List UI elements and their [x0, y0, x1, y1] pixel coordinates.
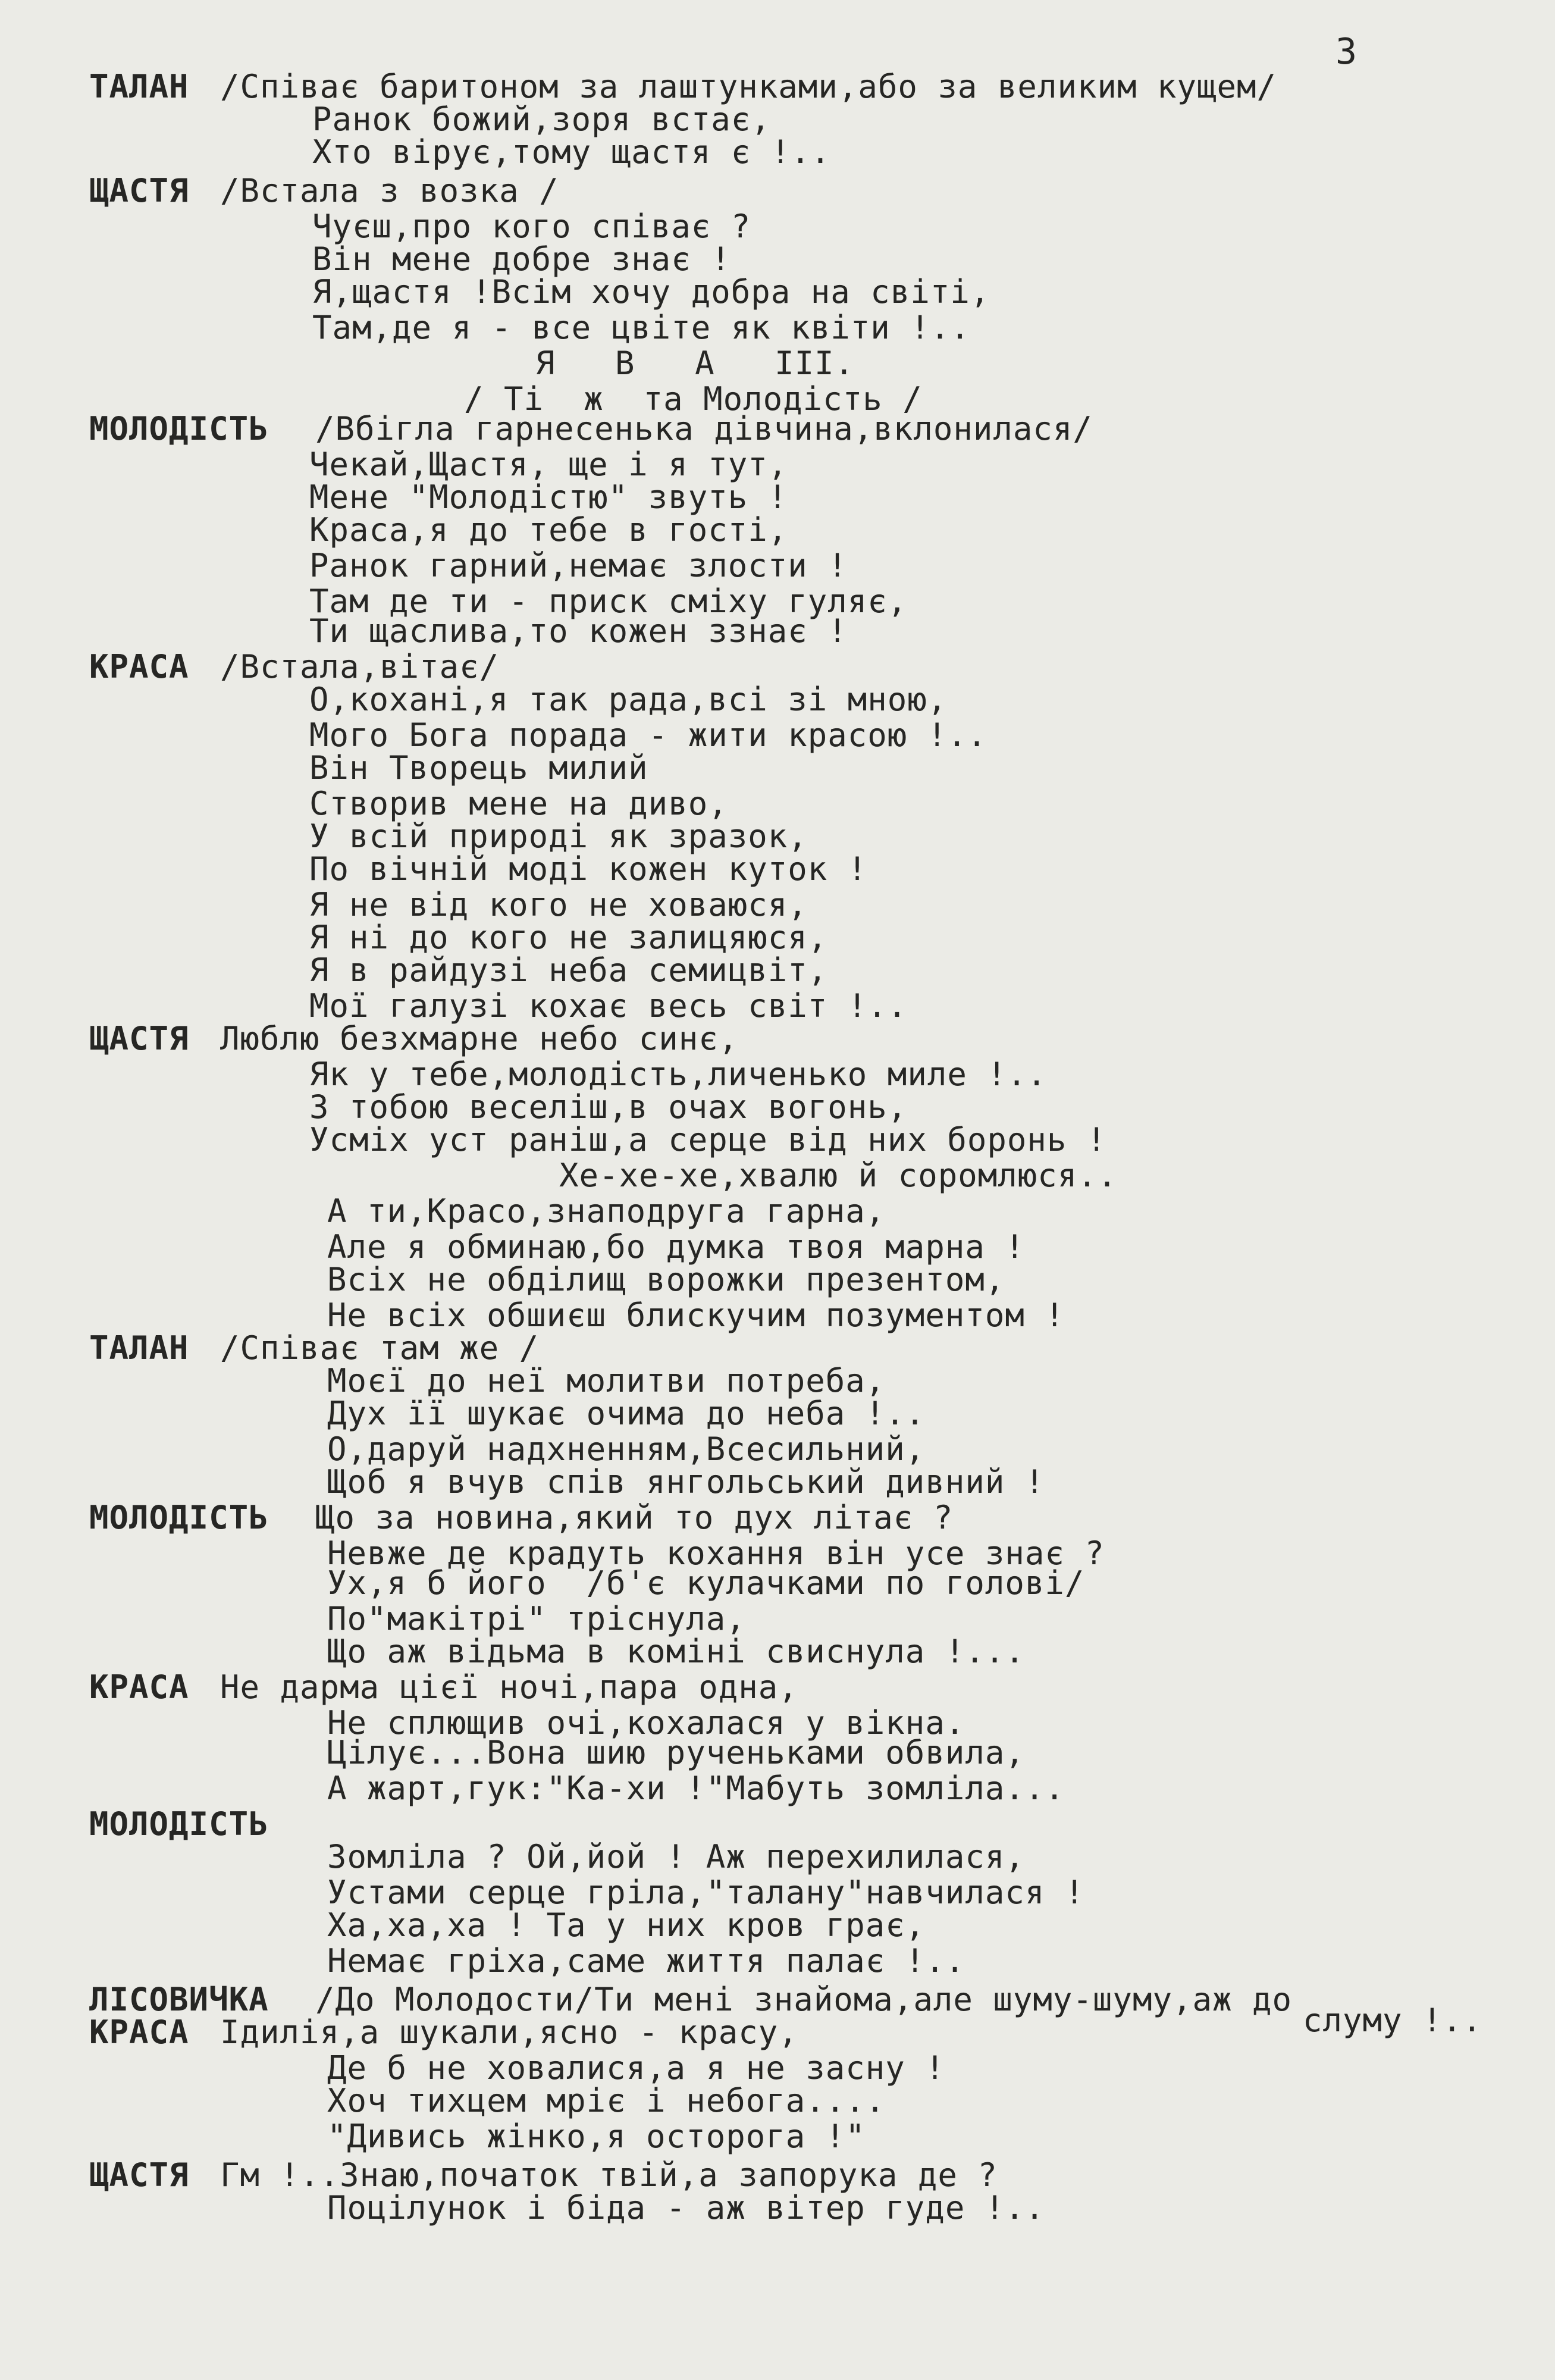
line-text: Мого Бога порада - жити красою !.. [309, 716, 987, 754]
speaker-name: ТАЛАН [89, 1329, 189, 1367]
line-text: Хе-хе-хе,хвалю й соромлюся.. [559, 1157, 1118, 1194]
line-text: Я в райдузі неба семицвіт, [309, 951, 828, 989]
line-text: /До Молодости/Ти мені знайома,але шуму-шуму,аж до [315, 1981, 1293, 2018]
speaker-name: МОЛОДІСТЬ [89, 1499, 269, 1536]
line-text: Я не від кого не ховаюся, [309, 886, 808, 923]
line-text: По"макітрі" тріснула, [327, 1600, 746, 1637]
line-text: /Встала,вітає/ [220, 648, 500, 685]
speaker-name: КРАСА [89, 1668, 189, 1706]
line-text: О,даруй надхненням,Всесильний, [327, 1430, 926, 1468]
line-text: Там де ти - приск сміху гуляє, [309, 583, 908, 620]
line-text: Дух її шукає очима до неба !.. [327, 1395, 926, 1432]
speaker-name: МОЛОДІСТЬ [89, 410, 269, 447]
line-text: /Співає баритоном за лаштунками,або за великим кущем/ [220, 68, 1277, 105]
line-text: Немає гріха,саме життя палає !.. [327, 1942, 965, 1980]
line-text: Створив мене на диво, [309, 785, 728, 822]
line-text: Ти щаслива,то кожен ззнає ! [309, 612, 848, 650]
line-text: Що аж відьма в коміні свиснула !... [327, 1633, 1025, 1670]
speaker-name: ЩАСТЯ [89, 2156, 189, 2194]
line-text: Хоч тихцем мріє і небога.... [327, 2082, 886, 2119]
line-text: О,кохані,я так рада,всі зі мною, [309, 681, 948, 718]
line-text: /Вбігла гарнесенька дівчина,вклонилася/ [315, 410, 1093, 447]
line-text: По вічній моді кожен куток ! [309, 850, 868, 888]
speaker-name: ЛІСОВИЧКА [89, 1981, 269, 2018]
line-text: Там,де я - все цвіте як квіти !.. [312, 309, 970, 346]
line-text: Я,щастя !Всім хочу добра на світі, [312, 273, 990, 311]
line-text: Цілує...Вона шию рученьками обвила, [327, 1734, 1025, 1771]
speaker-name: МОЛОДІСТЬ [89, 1805, 269, 1843]
line-text: Ха,ха,ха ! Та у них кров грає, [327, 1906, 926, 1944]
line-text: Мої галузі кохає весь світ !.. [309, 987, 908, 1025]
line-text: А ти,Красо,знаподруга гарна, [327, 1192, 886, 1230]
line-text: Усміх уст раніш,а серце від них боронь ! [309, 1121, 1107, 1158]
line-text: / Ті ж та Молодість / [464, 380, 923, 418]
line-text: Не дарма цієї ночі,пара одна, [220, 1668, 798, 1706]
line-text: Гм !..Знаю,початок твій,а запорука де ? [220, 2156, 998, 2194]
line-text: Що за новина,який то дух літає ? [315, 1499, 954, 1536]
line-text: Ранок гарний,немає злости ! [309, 547, 848, 584]
page-number: 3 [1335, 31, 1358, 73]
line-text: Ранок божий,зоря встає, [312, 101, 771, 138]
line-text: Ух,я б його /б'є кулачками по голові/ [327, 1564, 1085, 1602]
line-text: слуму !.. [1303, 2002, 1482, 2039]
speaker-name: ЩАСТЯ [89, 172, 189, 209]
speaker-name: ТАЛАН [89, 68, 189, 105]
line-text: Він Творець милий [309, 749, 648, 787]
line-text: /Встала з возка / [220, 172, 559, 209]
line-text: Хто вірує,тому щастя є !.. [312, 133, 831, 171]
line-text: Я В А III. [535, 345, 855, 382]
line-text: Ідилія,а шукали,ясно - красу, [220, 2013, 798, 2051]
line-text: У всій природі як зразок, [309, 818, 808, 855]
line-text: Він мене добре знає ! [312, 240, 731, 278]
line-text: З тобою веселіш,в очах вогонь, [309, 1088, 908, 1126]
line-text: Але я обминаю,бо думка твоя марна ! [327, 1228, 1025, 1266]
line-text: Поцілунок і біда - аж вітер гуде !.. [327, 2189, 1045, 2226]
line-text: Де б не ховалися,а я не засну ! [327, 2049, 945, 2087]
line-text: Устами серце гріла,"талану"навчилася ! [327, 1874, 1085, 1911]
line-text: Чуєш,про кого співає ? [312, 208, 751, 245]
line-text: Як у тебе,молодість,личенько миле !.. [309, 1056, 1047, 1093]
speaker-name: КРАСА [89, 648, 189, 685]
line-text: Чекай,Щастя, ще і я тут, [309, 446, 788, 483]
line-text: Зомліла ? Ой,йой ! Аж перехилилася, [327, 1838, 1025, 1875]
line-text: /Співає там же / [220, 1329, 540, 1367]
line-text: Мене "Молодістю" звуть ! [309, 478, 788, 516]
line-text: Не сплющив очі,кохалася у вікна. [327, 1704, 965, 1742]
line-text: Невже де крадуть кохання він усе знає ? [327, 1535, 1105, 1572]
line-text: Не всіх обшиєш блискучим позументом ! [327, 1297, 1065, 1334]
line-text: Щоб я вчув спів янгольський дивний ! [327, 1463, 1045, 1501]
line-text: А жарт,гук:"Ка-хи !"Мабуть зомліла... [327, 1770, 1065, 1807]
line-text: "Дивись жінко,я осторога !" [327, 2118, 866, 2155]
line-text: Люблю безхмарне небо синє, [220, 1020, 739, 1057]
speaker-name: ЩАСТЯ [89, 1020, 189, 1057]
line-text: Я ні до кого не залицяюся, [309, 919, 828, 956]
line-text: Всіх не обділищ ворожки презентом, [327, 1261, 1005, 1298]
line-text: Краса,я до тебе в гості, [309, 511, 788, 549]
speaker-name: КРАСА [89, 2013, 189, 2051]
line-text: Моєї до неї молитви потреба, [327, 1362, 886, 1399]
